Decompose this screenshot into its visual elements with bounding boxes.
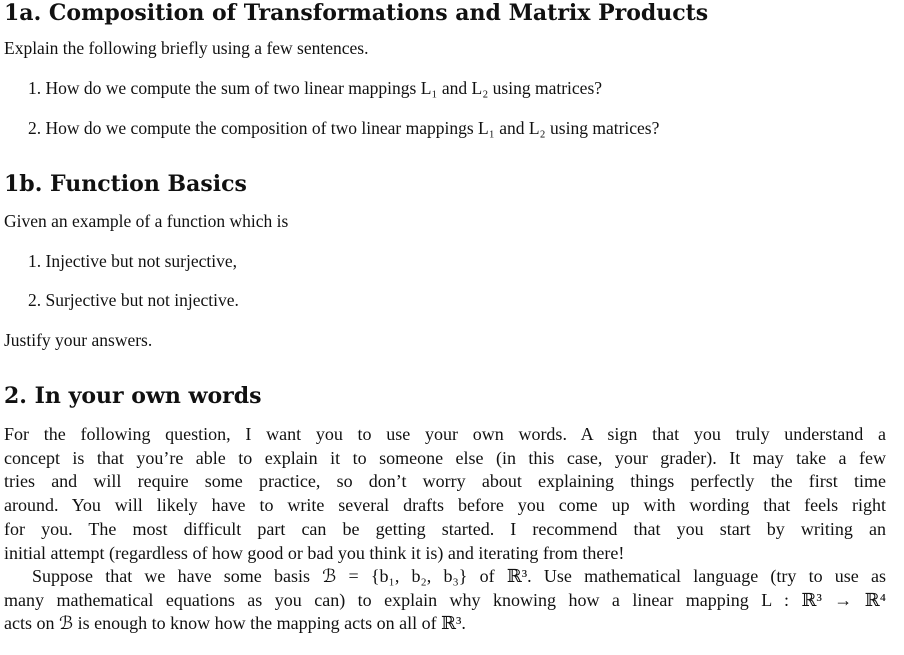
section-1b-item-2 <box>28 290 239 311</box>
item-text: Injective but not surjective, <box>45 251 237 271</box>
section-2-paragraph-1 <box>4 423 886 565</box>
paragraph-line: initial attempt (regardless of how good or bad you think it is) and iterating from there! <box>4 542 625 563</box>
section-1b-intro: Given an example of a function which is <box>4 211 289 231</box>
section-1b-outro: Justify your answers. <box>4 330 153 350</box>
section-1a-item-2 <box>28 118 659 139</box>
section-1a-title: 1a. Composition of Transformations and Matrix Products <box>4 0 709 26</box>
section-1b-title: 1b. Function Basics <box>4 171 247 197</box>
item-text: Surjective but not injective. <box>45 290 239 310</box>
paragraph-line: acts on ℬ is enough to know how the mapping acts on all of ℝ³. <box>4 613 466 634</box>
item-text: How do we compute the composition of two linear mappings L₁ and L₂ using matrices? <box>45 118 660 138</box>
section-2-title: 2. In your own words <box>4 383 262 409</box>
item-number: 2. <box>28 118 42 138</box>
paragraph-line: for you. The most difficult part can be getting started. I recommend that you start by writing an <box>4 518 886 539</box>
item-number: 2. <box>28 290 42 310</box>
section-2-paragraph-2 <box>4 565 886 636</box>
paragraph-line: tries and will require some practice, so don’t worry about explaining things perfectly the first time <box>4 471 886 492</box>
paragraph-line: many mathematical equations as you can) to explain why knowing how a linear mapping L : ℝ³ → ℝ⁴ <box>4 589 886 610</box>
paragraph-line: Suppose that we have some basis ℬ = {b₁, b₂, b₃} of ℝ³. Use mathematical language (try to use as <box>32 566 886 586</box>
item-text: How do we compute the sum of two linear mappings L₁ and L₂ using matrices? <box>45 78 603 98</box>
section-1a-item-1 <box>28 78 602 99</box>
item-number: 1. <box>28 251 42 271</box>
section-1b-item-1 <box>28 251 237 272</box>
paragraph-line: For the following question, I want you to use your own words. A sign that you truly understand a <box>4 424 886 444</box>
section-1a-intro: Explain the following briefly using a few sentences. <box>4 38 369 58</box>
paragraph-line: concept is that you’re able to explain it to someone else (in this case, your grader). It may take a few <box>4 447 886 468</box>
item-number: 1. <box>28 78 42 98</box>
paragraph-line: around. You will likely have to write several drafts before you come up with wording that feels right <box>4 495 886 516</box>
